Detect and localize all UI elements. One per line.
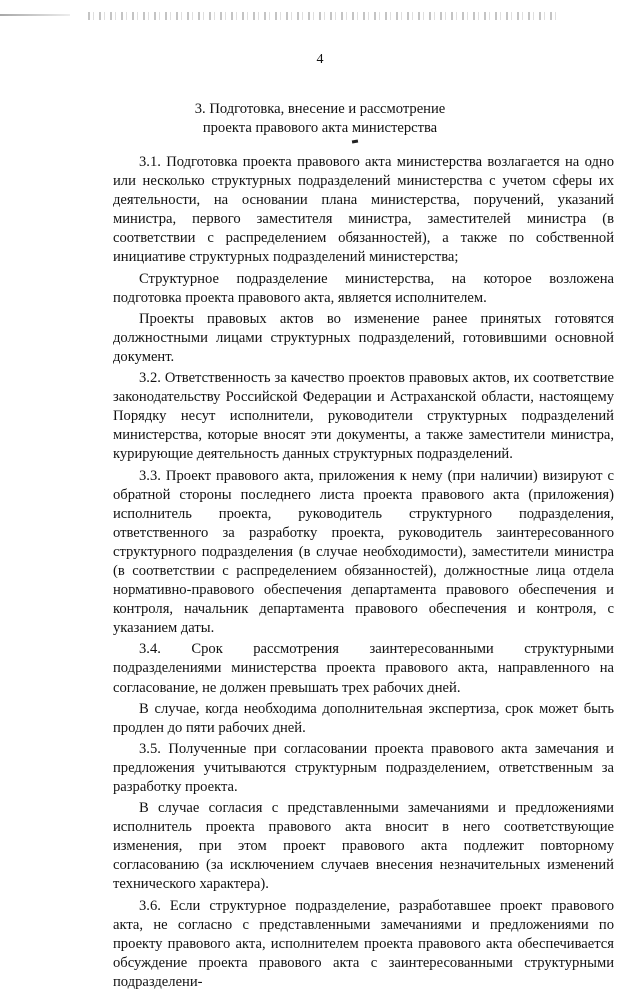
paragraph-3-3: 3.3. Проект правового акта, приложения к нему (при наличии) визируют с обратной стороны последнего листа проекта правового акта (приложения) исполнитель проекта, руководитель структурного подразделения, ответственного за разработку проекта, руководитель заинтересованного структурного подразделения (в случае необходимости), заместители министра (в соответствии с распределением обязанностей), должностные лица отдела нормативно-правового обеспечения департамента правового обеспечения и контроля, начальник департамента правового обеспечения и контроля, с указанием даты. xyxy=(113,467,614,637)
paragraph-agreement: В случае согласия с представленными замечаниями и предложениями исполнитель проекта правового акта вносит в него соответствующие изменения, при этом проект правового акта подлежит повторному согласованию (за исключением случаев внесения незначительных изменений технического характера). xyxy=(113,800,614,893)
scan-artifact-left xyxy=(0,14,70,16)
paragraph-3-6: 3.6. Если структурное подразделение, разработавшее проект правового акта, не согласно с представленными замечаниями и предложениями по проекту правового акта, исполнителем проекта правового акта обеспечивается обсуждение проекта правового акта с заинтересованными структурными подразделени- xyxy=(113,897,614,990)
paragraph-executor: Структурное подразделение министерства, на которое возложена подготовка проекта правового акта, является исполнителем. xyxy=(113,270,614,306)
paragraph-3-5: 3.5. Полученные при согласовании проекта правового акта замечания и предложения учитываются структурным подразделением, ответственным за разработку проекта. xyxy=(113,740,614,795)
paragraph-amendments: Проекты правовых актов во изменение ранее принятых готовятся должностными лицами структурных подразделений, готовившими основной документ. xyxy=(113,310,614,365)
document-body xyxy=(113,153,614,994)
paragraph-3-2: 3.2. Ответственность за качество проектов правовых актов, их соответствие законодательству Российской Федерации и Астраханской области, настоящему Порядку несут исполнители, руководители структурных подразделений министерства, которые вносят эти документы, а также заместители министра, курирующие деятельность данных структурных подразделений. xyxy=(113,370,614,463)
scan-artifact-top xyxy=(88,12,558,20)
section-title-line-1: 3. Подготовка, внесение и рассмотрение xyxy=(194,101,446,117)
section-title-line-2: проекта правового акта министерства xyxy=(202,120,438,136)
scan-mark xyxy=(352,140,358,144)
page-number: 4 xyxy=(316,52,324,67)
paragraph-3-4: 3.4. Срок рассмотрения заинтересованными структурными подразделениями министерства проекта правового акта, направленного на согласование, не должен превышать трех рабочих дней. xyxy=(113,641,614,696)
section-title xyxy=(0,100,640,138)
paragraph-3-1: 3.1. Подготовка проекта правового акта министерства возлагается на одно или несколько структурных подразделений министерства с учетом сферы их деятельности, на основании плана министерства, поручений, указаний министра, первого заместителя министра, заместителей министра (в соответствии с распределением обязанностей), а также по собственной инициативе структурных подразделений министерства; xyxy=(113,154,614,266)
paragraph-extension: В случае, когда необходима дополнительная экспертиза, срок может быть продлен до пяти рабочих дней. xyxy=(113,700,614,736)
